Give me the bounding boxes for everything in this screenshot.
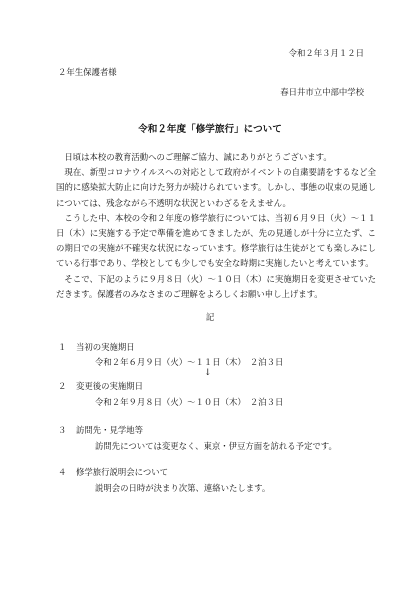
item-detail: 説明会の日時が決まり次第、連絡いたします。 xyxy=(95,483,271,493)
ki-label: 記 xyxy=(205,312,215,322)
item-number: ３ xyxy=(58,425,67,435)
item-number: ４ xyxy=(58,467,67,477)
item-heading-text: 修学旅行説明会について xyxy=(76,467,168,477)
item-number: １ xyxy=(58,342,67,352)
item-detail: 令和２年６月９日（火）～１１日（木） ２泊３日 xyxy=(95,357,284,367)
down-arrow-icon: ↓ xyxy=(204,368,212,378)
item-heading xyxy=(58,424,143,436)
body-text xyxy=(56,150,376,302)
recipient-line: ２年生保護者様 xyxy=(58,67,117,77)
paragraph-plan: こうした中、本校の令和２年度の修学旅行については、当初６月９日（火）～１１日（木）に実施する予定で準備を進めてきましたが、先の見通しが十分に立たず、この期日での実施が不確実な状況になっています。修学旅行は生徒がとても楽しみにしている行事であり、学校としても少しでも安全な時期に実施したいと考えています。 xyxy=(56,212,376,269)
item-number: ２ xyxy=(58,381,67,391)
paragraph-change: そこで、下記のように９月８日（火）～１０日（木）に実施期日を変更させていただきます。保護者のみなさまのご理解をよろしくお願い申し上げます。 xyxy=(56,273,376,299)
paragraph-situation: 現在、新型コロナウイルスへの対応として政府がイベントの自粛要請をするなど全国的に感染拡大防止に向けた努力が続けられています。しかし、事態の収束の見通しについては、残念ながら不透明な状況といわざるをえません。 xyxy=(56,167,376,208)
document-title: 令和２年度「修学旅行」について xyxy=(138,124,282,135)
item-detail: 訪問先については変更なく、東京・伊豆方面を訪れる予定です。 xyxy=(95,441,337,451)
item-heading xyxy=(58,341,135,353)
issue-date: 令和２年３月１２日 xyxy=(288,48,364,58)
item-heading-text: 当初の実施期日 xyxy=(76,342,135,352)
item-heading-text: 訪問先・見学地等 xyxy=(76,425,143,435)
item-detail: 令和２年９月８日（火）～１０日（木） ２泊３日 xyxy=(95,397,284,407)
sender-school: 春日井市立中部中学校 xyxy=(280,87,364,97)
paragraph-greeting: 日頃は本校の教育活動へのご理解ご協力、誠にありがとうございます。 xyxy=(64,152,332,162)
item-heading xyxy=(58,466,168,478)
item-heading-text: 変更後の実施期日 xyxy=(76,381,143,391)
item-heading xyxy=(58,380,143,392)
